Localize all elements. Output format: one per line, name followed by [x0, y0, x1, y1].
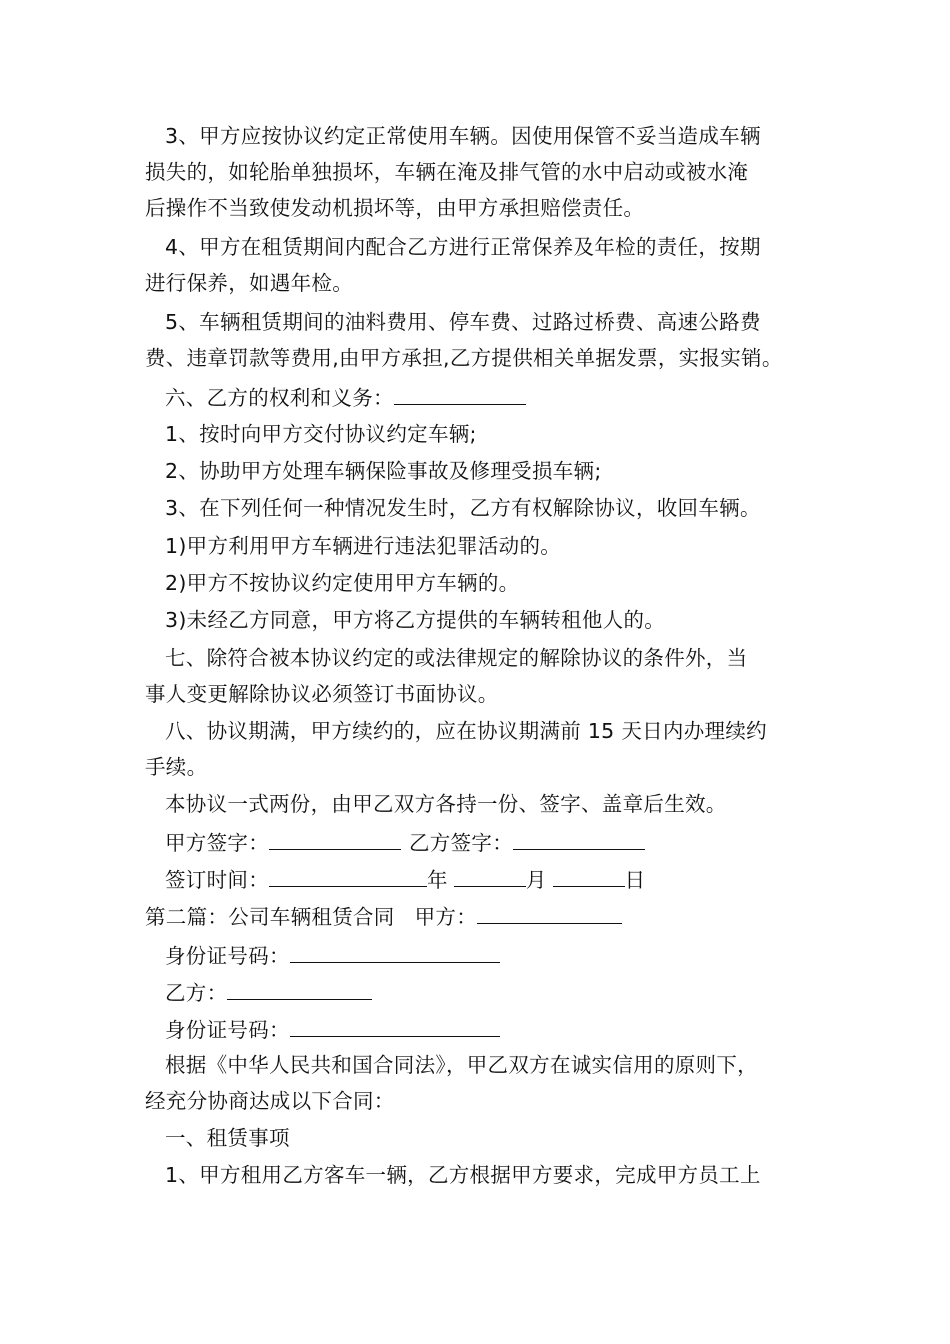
party-b-signature-blank: [513, 829, 645, 850]
preamble-line-2: 经充分协商达成以下合同：: [145, 1089, 395, 1113]
clause-4-line-1: 4、甲方在租赁期间内配合乙方进行正常保养及年检的责任，按期: [165, 235, 761, 259]
day-label: 日: [624, 868, 646, 892]
party-b-id-line: [165, 1016, 500, 1042]
rental-items-heading: 一、租赁事项: [165, 1126, 290, 1150]
date-year-blank: [269, 866, 427, 887]
termination-case-3: 3)未经乙方同意，甲方将乙方提供的车辆转租他人的。: [165, 608, 666, 632]
date-day-blank: [553, 866, 625, 887]
clause-3-line-1: 3、甲方应按协议约定正常使用车辆。因使用保管不妥当造成车辆: [165, 124, 761, 148]
clause-5-line-2: 费、违章罚款等费用,由甲方承担,乙方提供相关单据发票，实报实销。: [145, 346, 783, 370]
rental-item-1: 1、甲方租用乙方客车一辆，乙方根据甲方要求，完成甲方员工上: [165, 1163, 761, 1187]
copies-statement: 本协议一式两份，由甲乙双方各持一份、签字、盖章后生效。: [165, 792, 727, 816]
party-a-id-label: 身份证号码：: [165, 944, 290, 968]
blank-line: [394, 384, 526, 405]
signing-date-label: 签订时间：: [165, 868, 269, 892]
clause-5-line-1: 5、车辆租赁期间的油料费用、停车费、过路过桥费、高速公路费: [165, 310, 761, 334]
preamble-line-1: 根据《中华人民共和国合同法》，甲乙双方在诚实信用的原则下，: [165, 1053, 758, 1077]
party-b-duty-3: 3、在下列任何一种情况发生时，乙方有权解除协议，收回车辆。: [165, 496, 761, 520]
month-label: 月: [525, 868, 547, 892]
year-label: 年: [427, 868, 448, 892]
section-8-line-1: 八、协议期满，甲方续约的，应在协议期满前 15 天日内办理续约: [165, 719, 767, 743]
party-a-id-line: [165, 942, 500, 968]
second-contract-title: 第二篇：公司车辆租赁合同: [145, 905, 395, 929]
clause-4-line-2: 进行保养，如遇年检。: [145, 271, 353, 295]
signing-date-line: [165, 866, 645, 892]
party-a-label: 甲方：: [414, 905, 478, 929]
date-month-blank: [454, 866, 526, 887]
section-8-line-2: 手续。: [145, 755, 208, 779]
termination-case-1: 1)甲方利用甲方车辆进行违法犯罪活动的。: [165, 534, 562, 558]
party-b-line: [165, 979, 372, 1005]
party-a-blank: [477, 903, 622, 924]
party-b-blank: [227, 979, 372, 1000]
party-a-id-blank: [290, 942, 500, 963]
party-b-id-label: 身份证号码：: [165, 1018, 290, 1042]
section-6-heading-text: 六、乙方的权利和义务：: [165, 386, 394, 410]
party-b-signature-label: 乙方签字：: [409, 831, 513, 855]
section-6-heading: [165, 384, 526, 410]
signature-line: [165, 829, 645, 855]
section-7-line-2: 事人变更解除协议必须签订书面协议。: [145, 682, 499, 706]
second-contract-heading: [145, 903, 622, 929]
party-a-signature-blank: [269, 829, 401, 850]
termination-case-2: 2)甲方不按协议约定使用甲方车辆的。: [165, 571, 520, 595]
section-7-line-1: 七、除符合被本协议约定的或法律规定的解除协议的条件外，当: [165, 646, 748, 670]
clause-3-line-2: 损失的，如轮胎单独损坏，车辆在淹及排气管的水中启动或被水淹: [145, 160, 749, 184]
party-b-label: 乙方：: [165, 981, 228, 1005]
party-b-id-blank: [290, 1016, 500, 1037]
party-a-signature-label: 甲方签字：: [165, 831, 269, 855]
party-b-duty-2: 2、协助甲方处理车辆保险事故及修理受损车辆;: [165, 459, 602, 483]
clause-3-line-3: 后操作不当致使发动机损坏等，由甲方承担赔偿责任。: [145, 196, 645, 220]
party-b-duty-1: 1、按时向甲方交付协议约定车辆;: [165, 422, 477, 446]
